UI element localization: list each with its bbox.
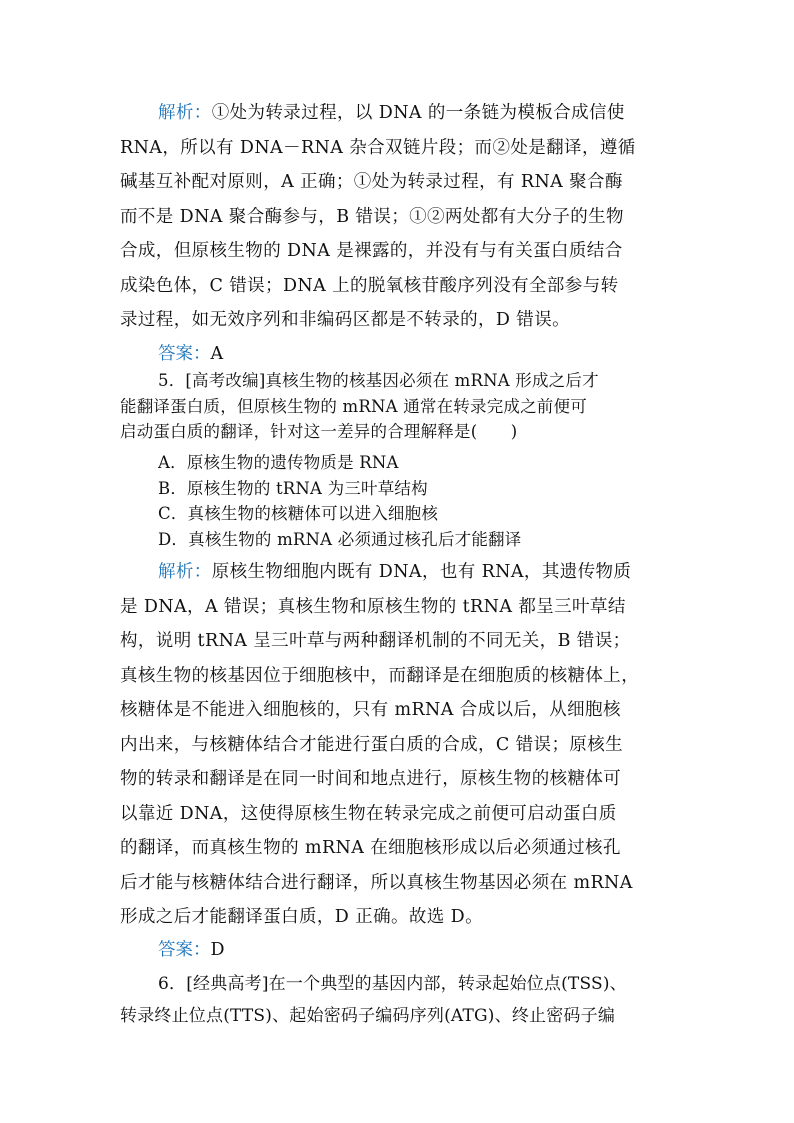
q5-option-d: D．真核生物的 mRNA 必须通过核孔后才能翻译 (158, 529, 522, 549)
q5-analysis-line-4: 真核生物的核基因位于细胞核中，而翻译是在细胞质的核糖体上， (120, 665, 640, 686)
analysis-label: 解析： (158, 562, 212, 582)
q5-analysis-line-8: 以靠近 DNA，这使得原核生物在转录完成之前便可启动蛋白质 (120, 803, 617, 824)
q6-stem-line-2: 转录终止位点(TTS)、起始密码子编码序列(ATG)、终止密码子编 (120, 1006, 616, 1026)
q5-stem-line-1: 5．[高考改编]真核生物的核基因必须在 mRNA 形成之后才 (158, 371, 599, 390)
q5-analysis-line-6: 内出来，与核糖体结合才能进行蛋白质的合成，C 错误；原核生 (120, 734, 624, 755)
q6-stem (120, 968, 676, 1032)
q5-option-a: A．原核生物的遗传物质是 RNA (158, 453, 399, 472)
q5-analysis-line-5: 核糖体是不能进入细胞核的，只有 mRNA 合成以后，从细胞核 (120, 700, 621, 720)
q5-analysis-line-10: 后才能与核糖体结合进行翻译，所以真核生物基因必须在 mRNA (120, 872, 633, 893)
q5-options (158, 450, 521, 552)
q4-answer (158, 340, 223, 365)
q4-analysis-line-4: 而不是 DNA 聚合酶参与，B 错误；①②两处都有大分子的生物 (120, 206, 624, 227)
q5-option-b: B．原核生物的 tRNA 为三叶草结构 (158, 478, 428, 498)
q5-stem-line-3: 启动蛋白质的翻译，针对这一差异的合理解释是( ) (120, 422, 518, 441)
q5-analysis-line-11: 形成之后才能翻译蛋白质，D 正确。故选 D。 (120, 907, 483, 927)
q5-answer (158, 936, 225, 961)
q5-analysis-line-9: 的翻译，而真核生物的 mRNA 在细胞核形成以后必须通过核孔 (120, 838, 621, 858)
answer-label: 答案： (158, 344, 211, 364)
q4-analysis-line-5: 合成，但原核生物的 DNA 是裸露的，并没有与有关蛋白质结合 (120, 241, 623, 261)
q4-answer-value: A (210, 344, 224, 364)
q5-stem-line-2: 能翻译蛋白质，但原核生物的 mRNA 通常在转录完成之前便可 (120, 396, 587, 416)
q5-analysis (120, 555, 676, 935)
q5-analysis-line-1: 解析：原核生物细胞内既有 DNA，也有 RNA，其遗传物质 (158, 562, 632, 582)
q5-stem (120, 368, 676, 445)
q5-analysis-line-3: 构，说明 tRNA 呈三叶草与两种翻译机制的不同无关，B 错误； (120, 631, 631, 651)
q4-analysis (120, 96, 676, 338)
answer-label: 答案： (158, 940, 211, 960)
q5-analysis-line-2: 是 DNA，A 错误；真核生物和原核生物的 tRNA 都呈三叶草结 (120, 596, 626, 617)
analysis-label: 解析： (158, 103, 212, 123)
q5-option-c: C．真核生物的核糖体可以进入细胞核 (158, 504, 439, 523)
q6-stem-line-1: 6．[经典高考]在一个典型的基因内部，转录起始位点(TSS)、 (158, 974, 627, 994)
q4-analysis-line-1: 解析：①处为转录过程，以 DNA 的一条链为模板合成信使 (158, 103, 625, 123)
q4-analysis-line-7: 录过程，如无效序列和非编码区都是不转录的，D 错误。 (120, 310, 570, 330)
q4-analysis-line-2: RNA，所以有 DNA－RNA 杂合双链片段；而②处是翻译，遵循 (120, 137, 636, 158)
q4-analysis-line-6: 成染色体，C 错误；DNA 上的脱氧核苷酸序列没有全部参与转 (120, 275, 619, 296)
q4-analysis-line-3: 碱基互补配对原则，A 正确；①处为转录过程，有 RNA 聚合酶 (120, 172, 623, 192)
q5-analysis-line-7: 物的转录和翻译是在同一时间和地点进行，原核生物的核糖体可 (120, 769, 622, 789)
q5-answer-value: D (210, 940, 225, 960)
